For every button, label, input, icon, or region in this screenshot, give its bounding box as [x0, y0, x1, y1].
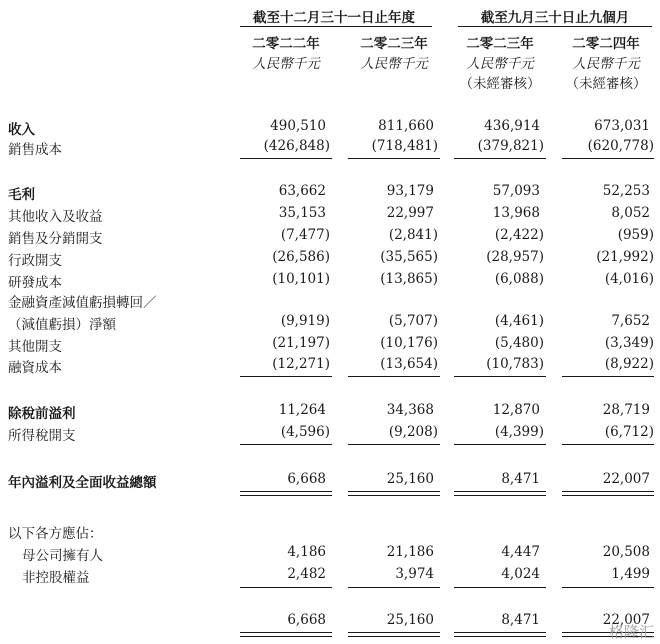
value-admin-2022: (26,586)	[272, 249, 330, 265]
value-owners-9m2024: 20,508	[602, 544, 650, 560]
value-tax-2023: (9,208)	[388, 424, 438, 440]
subtotal-rule	[348, 444, 440, 445]
year-header-4: 二零二四年	[572, 36, 640, 52]
value-admin-9m2023: (28,957)	[486, 249, 544, 265]
value-nci-2022: 2,482	[287, 566, 326, 582]
subtotal-rule	[562, 444, 654, 445]
watermark-logo: 格隆汇	[608, 623, 654, 641]
value-rnd-2022: (10,101)	[272, 271, 330, 287]
value-revenue-9m2023: 436,914	[484, 118, 540, 134]
row-label-cost-of-sales: 銷售成本	[8, 142, 62, 158]
value-other-income-9m2024: 8,052	[611, 205, 650, 221]
value-owners-2023: 21,186	[386, 544, 434, 560]
value-cost-of-sales-9m2023: (379,821)	[477, 138, 544, 154]
value-nci-9m2024: 1,499	[611, 566, 650, 582]
subtotal-rule	[562, 376, 654, 377]
row-label-owners-of-parent: 母公司擁有人	[22, 548, 103, 564]
subtotal-rule	[240, 587, 332, 588]
value-pbt-9m2023: 12,870	[492, 402, 540, 418]
value-attrib-total-2022: 6,668	[287, 612, 326, 628]
value-other-income-2022: 35,153	[278, 205, 326, 221]
total-double-rule	[562, 495, 654, 496]
total-double-rule	[562, 491, 654, 492]
row-label-rnd-costs: 研發成本	[8, 275, 62, 291]
total-double-rule	[348, 636, 440, 637]
value-other-income-2023: 22,997	[386, 205, 434, 221]
value-finance-9m2023: (10,783)	[486, 356, 544, 372]
value-selling-2022: (7,477)	[280, 227, 330, 243]
value-pbt-2022: 11,264	[278, 402, 326, 418]
subtotal-rule	[454, 158, 546, 159]
value-revenue-2022: 490,510	[270, 118, 326, 134]
value-rnd-2023: (13,865)	[380, 271, 438, 287]
header-rule-year	[240, 26, 432, 27]
subtotal-rule	[348, 158, 440, 159]
value-finance-2022: (12,271)	[272, 356, 330, 372]
value-attrib-total-9m2024: 22,007	[602, 612, 650, 628]
total-double-rule	[240, 636, 332, 637]
total-double-rule	[454, 491, 546, 492]
value-impairment-2023: (5,707)	[388, 313, 438, 329]
subtotal-rule	[454, 444, 546, 445]
value-gross-profit-9m2024: 52,253	[602, 183, 650, 199]
subtotal-rule	[240, 444, 332, 445]
value-rnd-9m2024: (4,016)	[604, 271, 654, 287]
row-label-other-expenses: 其他開支	[8, 339, 62, 355]
value-finance-9m2024: (8,922)	[604, 356, 654, 372]
value-selling-9m2024: (959)	[617, 227, 654, 243]
value-attrib-total-9m2023: 8,471	[501, 612, 540, 628]
value-impairment-9m2024: 7,652	[611, 313, 650, 329]
value-gross-profit-9m2023: 57,093	[492, 183, 540, 199]
value-admin-9m2024: (21,992)	[596, 249, 654, 265]
value-pbt-2023: 34,368	[386, 402, 434, 418]
value-total-9m2023: 8,471	[501, 471, 540, 487]
subtotal-rule	[348, 376, 440, 377]
value-total-9m2024: 22,007	[602, 471, 650, 487]
value-gross-profit-2022: 63,662	[278, 183, 326, 199]
value-tax-9m2024: (6,712)	[604, 424, 654, 440]
value-owners-9m2023: 4,447	[501, 544, 540, 560]
period-year-header: 截至十二月三十一日止年度	[253, 10, 415, 26]
value-other-income-9m2023: 13,968	[492, 205, 540, 221]
total-double-rule	[348, 495, 440, 496]
value-pbt-9m2024: 28,719	[602, 402, 650, 418]
total-double-rule	[348, 491, 440, 492]
value-rnd-9m2023: (6,088)	[494, 271, 544, 287]
value-other-expenses-9m2023: (5,480)	[494, 335, 544, 351]
row-label-gross-profit: 毛利	[8, 187, 35, 203]
value-gross-profit-2023: 93,179	[386, 183, 434, 199]
row-label-other-income: 其他收入及收益	[8, 209, 103, 225]
unit-label-2: 人民幣千元	[360, 56, 428, 72]
value-revenue-9m2024: 673,031	[594, 118, 650, 134]
total-double-rule	[240, 491, 332, 492]
row-label-total-comprehensive-income: 年內溢利及全面收益總額	[8, 475, 157, 491]
value-revenue-2023: 811,660	[378, 118, 434, 134]
total-double-rule	[240, 495, 332, 496]
year-header-3: 二零二三年	[466, 36, 534, 52]
subtotal-rule	[348, 587, 440, 588]
subtotal-rule	[562, 587, 654, 588]
unaudited-label-4: （未經審核）	[565, 76, 647, 92]
unaudited-label-3: （未經審核）	[459, 76, 541, 92]
value-other-expenses-2022: (21,197)	[272, 335, 330, 351]
unit-label-4: 人民幣千元	[572, 56, 640, 72]
value-impairment-9m2023: (4,461)	[494, 313, 544, 329]
row-label-impairment-2: （減值虧損）淨額	[8, 317, 116, 333]
value-cost-of-sales-2023: (718,481)	[371, 138, 438, 154]
subtotal-rule	[454, 376, 546, 377]
subtotal-rule	[240, 158, 332, 159]
value-owners-2022: 4,186	[287, 544, 326, 560]
row-label-revenue: 收入	[8, 122, 35, 138]
value-finance-2023: (13,654)	[380, 356, 438, 372]
year-header-1: 二零二二年	[252, 36, 320, 52]
unit-label-3: 人民幣千元	[466, 56, 534, 72]
value-tax-2022: (4,596)	[280, 424, 330, 440]
value-other-expenses-9m2024: (3,349)	[604, 335, 654, 351]
total-double-rule	[240, 632, 332, 633]
total-double-rule	[454, 636, 546, 637]
value-selling-9m2023: (2,422)	[494, 227, 544, 243]
total-double-rule	[454, 632, 546, 633]
row-label-profit-before-tax: 除稅前溢利	[8, 406, 76, 422]
year-header-2: 二零二三年	[360, 36, 428, 52]
value-selling-2023: (2,841)	[388, 227, 438, 243]
row-label-attributable-to: 以下各方應佔：	[8, 526, 103, 542]
subtotal-rule	[454, 587, 546, 588]
row-label-income-tax: 所得稅開支	[8, 428, 76, 444]
value-tax-9m2023: (4,399)	[494, 424, 544, 440]
total-double-rule	[454, 495, 546, 496]
value-cost-of-sales-9m2024: (620,778)	[587, 138, 654, 154]
value-impairment-2022: (9,919)	[280, 313, 330, 329]
row-label-non-controlling-interests: 非控股權益	[22, 570, 90, 586]
row-label-impairment-1: 金融資產減值虧損轉回／	[8, 295, 157, 311]
subtotal-rule	[240, 376, 332, 377]
value-cost-of-sales-2022: (426,848)	[263, 138, 330, 154]
row-label-admin-expenses: 行政開支	[8, 253, 62, 269]
unit-label-1: 人民幣千元	[252, 56, 320, 72]
value-nci-9m2023: 4,024	[501, 566, 540, 582]
value-other-expenses-2023: (10,176)	[380, 335, 438, 351]
total-double-rule	[348, 632, 440, 633]
row-label-finance-costs: 融資成本	[8, 360, 62, 376]
subtotal-rule	[562, 158, 654, 159]
header-rule-nine	[458, 26, 652, 27]
value-admin-2023: (35,565)	[380, 249, 438, 265]
value-total-2023: 25,160	[386, 471, 434, 487]
period-nine-months-header: 截至九月三十日止九個月	[480, 10, 630, 26]
value-attrib-total-2023: 25,160	[386, 612, 434, 628]
row-label-selling-expenses: 銷售及分銷開支	[8, 231, 103, 247]
value-total-2022: 6,668	[287, 471, 326, 487]
value-nci-2023: 3,974	[395, 566, 434, 582]
